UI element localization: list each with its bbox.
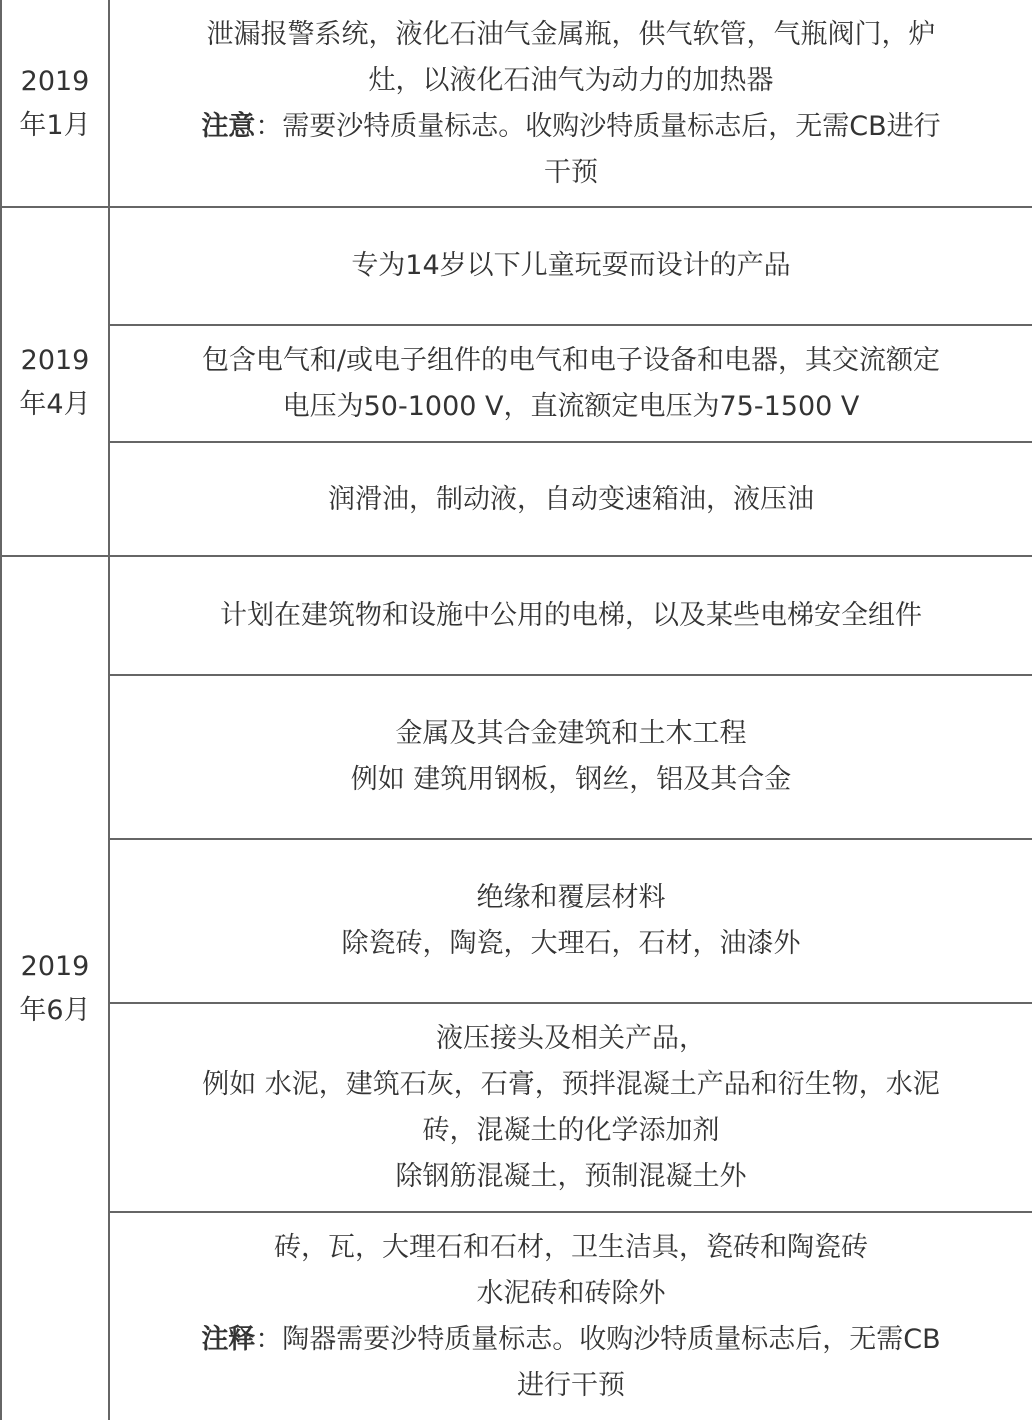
description-line: 金属及其合金建筑和土木工程: [395, 718, 747, 749]
description-line: 例如 水泥，建筑石灰，石膏，预拌混凝土产品和衍生物，水泥: [202, 1068, 940, 1100]
date-month: 年1月: [19, 110, 91, 141]
description-line: 砖，混凝土的化学添加剂: [422, 1114, 720, 1146]
table-row-apr-2019: [0, 206, 1032, 557]
description-column: [110, 0, 1032, 208]
description-line: 灶，以液化石油气为动力的加热器: [368, 65, 774, 96]
description-cell: [110, 0, 1032, 208]
description-line: 计划在建筑物和设施中公用的电梯，以及某些电梯安全组件: [220, 599, 922, 631]
description-line: [201, 104, 940, 150]
note-label: 注释: [201, 1323, 256, 1355]
description-line: 电压为50-1000 V，直流额定电压为75-1500 V: [282, 390, 860, 422]
date-year: 2019: [20, 344, 90, 376]
table-row-jun-2019: [0, 555, 1032, 1420]
description-cell: [110, 1002, 1032, 1211]
description-cell: [110, 441, 1032, 557]
description-cell: [110, 674, 1032, 838]
description-line: 包含电气和/或电子组件的电气和电子设备和电器，其交流额定: [201, 344, 941, 376]
description-cell: [110, 557, 1032, 674]
description-cell: [110, 1211, 1032, 1420]
description-line: 干预: [544, 157, 598, 188]
description-line: 泄漏报警系统，液化石油气金属瓶，供气软管，气瓶阀门，炉: [206, 19, 936, 50]
description-column: [110, 208, 1032, 557]
date-cell: [0, 0, 110, 208]
description-line: 专为14岁以下儿童玩耍而设计的产品: [351, 250, 791, 281]
description-line: 除瓷砖，陶瓷，大理石，石材，油漆外: [341, 928, 801, 959]
note-text: ：需要沙特质量标志。收购沙特质量标志后，无需CB进行: [255, 111, 941, 142]
table-row-jan-2019: [0, 0, 1032, 208]
description-line: 润滑油，制动液，自动变速箱油，液压油: [328, 484, 814, 515]
description-column: [110, 557, 1032, 1420]
description-line: 液压接头及相关产品，: [436, 1022, 706, 1054]
description-cell: [110, 324, 1032, 441]
description-line: [201, 1317, 940, 1363]
date-year: 2019: [20, 66, 90, 97]
description-line: 绝缘和覆层材料: [476, 882, 666, 913]
description-line: 除钢筋混凝土，预制混凝土外: [395, 1160, 747, 1192]
date-cell: [0, 208, 110, 557]
description-cell: [110, 208, 1032, 324]
description-line: 水泥砖和砖除外: [476, 1277, 666, 1309]
date-year: 2019: [20, 950, 90, 982]
description-line: 例如 建筑用钢板，钢丝，铝及其合金: [350, 764, 792, 795]
description-cell: [110, 838, 1032, 1002]
date-month: 年6月: [19, 994, 91, 1026]
date-cell: [0, 557, 110, 1420]
note-label: 注意: [201, 111, 256, 142]
description-line: 砖，瓦，大理石和石材，卫生洁具，瓷砖和陶瓷砖: [274, 1231, 868, 1263]
description-line: 进行干预: [517, 1369, 625, 1401]
date-month: 年4月: [19, 388, 91, 420]
note-text: ：陶器需要沙特质量标志。收购沙特质量标志后，无需CB: [255, 1323, 941, 1355]
